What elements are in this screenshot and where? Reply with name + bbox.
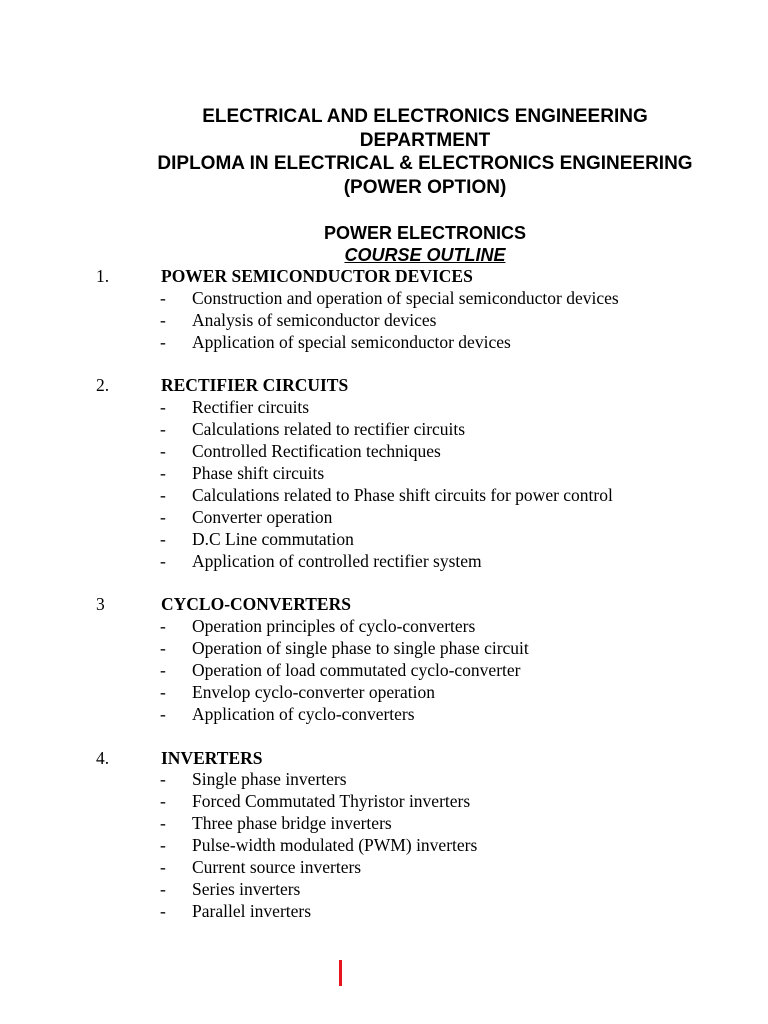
- bullet-dash: -: [160, 550, 166, 571]
- section-number: 4.: [96, 747, 110, 768]
- list-item-text: Operation principles of cyclo-converters: [192, 616, 476, 637]
- list-item-text: Calculations related to Phase shift circuits for power control: [192, 484, 613, 505]
- bullet-dash: -: [160, 660, 166, 681]
- course-heading: [0, 222, 768, 266]
- list-item-text: Single phase inverters: [192, 769, 347, 790]
- bullet-dash: -: [160, 835, 166, 856]
- list-item: [96, 638, 756, 660]
- list-item: [96, 529, 756, 551]
- list-item: [96, 857, 756, 879]
- bullet-dash: -: [160, 878, 166, 899]
- document-header: [0, 105, 768, 199]
- bullet-dash: -: [160, 463, 166, 484]
- list-item-text: Current source inverters: [192, 857, 362, 878]
- bullet-dash: -: [160, 769, 166, 790]
- bullet-dash: -: [160, 309, 166, 330]
- list-item-text: Series inverters: [192, 878, 301, 899]
- list-item: [96, 813, 756, 835]
- list-item: [96, 835, 756, 857]
- bullet-dash: -: [160, 791, 166, 812]
- list-item: [96, 507, 756, 529]
- list-item-text: Forced Commutated Thyristor inverters: [192, 791, 471, 812]
- list-item-text: Envelop cyclo-converter operation: [192, 681, 435, 702]
- list-item: [96, 419, 756, 441]
- list-item-text: Analysis of semiconductor devices: [192, 309, 437, 330]
- bullet-dash: -: [160, 813, 166, 834]
- list-item: [96, 704, 756, 726]
- bullet-dash: -: [160, 419, 166, 440]
- outline-section: [96, 266, 756, 354]
- course-title: POWER ELECTRONICS: [323, 223, 526, 243]
- list-item-text: D.C Line commutation: [192, 528, 354, 549]
- list-item-text: Rectifier circuits: [192, 397, 310, 418]
- bullet-dash: -: [160, 331, 166, 352]
- outline-section: [96, 594, 756, 725]
- section-heading: [96, 375, 756, 397]
- list-item-text: Application of controlled rectifier system: [192, 550, 482, 571]
- bullet-dash: -: [160, 506, 166, 527]
- list-item: [96, 310, 756, 332]
- list-item: [96, 616, 756, 638]
- section-number: 3: [96, 594, 105, 615]
- section-heading: [96, 266, 756, 288]
- list-item: [96, 791, 756, 813]
- department-title-line-1: ELECTRICAL AND ELECTRONICS ENGINEERING: [202, 106, 648, 127]
- bullet-dash: -: [160, 397, 166, 418]
- diploma-title: DIPLOMA IN ELECTRICAL & ELECTRONICS ENGINEERING: [157, 153, 693, 174]
- list-item: [96, 660, 756, 682]
- list-item: [96, 288, 756, 310]
- option-label: (POWER OPTION): [343, 176, 507, 198]
- bullet-dash: -: [160, 441, 166, 462]
- list-item-text: Application of cyclo-converters: [192, 703, 415, 724]
- list-item-text: Converter operation: [192, 506, 333, 527]
- list-item-text: Calculations related to rectifier circuits: [192, 419, 466, 440]
- section-number: 1.: [96, 266, 110, 286]
- outline-section: [96, 375, 756, 572]
- bullet-dash: -: [160, 900, 166, 921]
- text-cursor: [339, 960, 342, 986]
- list-item: [96, 769, 756, 791]
- list-item: [96, 441, 756, 463]
- section-heading: [96, 594, 756, 616]
- bullet-dash: -: [160, 857, 166, 878]
- bullet-dash: -: [160, 484, 166, 505]
- bullet-dash: -: [160, 703, 166, 724]
- section-title: POWER SEMICONDUCTOR DEVICES: [161, 266, 473, 286]
- bullet-dash: -: [160, 681, 166, 702]
- bullet-dash: -: [160, 638, 166, 659]
- list-item: [96, 901, 756, 923]
- list-item-text: Parallel inverters: [192, 900, 312, 921]
- course-outline-label: COURSE OUTLINE: [344, 245, 506, 265]
- course-outline: [96, 266, 756, 945]
- list-item: [96, 485, 756, 507]
- bullet-dash: -: [160, 287, 166, 308]
- list-item: [96, 463, 756, 485]
- list-item: [96, 397, 756, 419]
- section-number: 2.: [96, 375, 110, 396]
- bullet-dash: -: [160, 616, 166, 637]
- section-title: CYCLO-CONVERTERS: [161, 594, 351, 615]
- list-item: [96, 682, 756, 704]
- list-item-text: Operation of single phase to single phase circuit: [192, 638, 529, 659]
- outline-section: [96, 748, 756, 923]
- list-item-text: Operation of load commutated cyclo-converter: [192, 660, 521, 681]
- list-item-text: Three phase bridge inverters: [192, 813, 392, 834]
- list-item: [96, 551, 756, 573]
- section-heading: [96, 748, 756, 770]
- department-title-line-2: DEPARTMENT: [359, 129, 491, 151]
- list-item-text: Application of special semiconductor devices: [192, 331, 511, 352]
- list-item-text: Pulse-width modulated (PWM) inverters: [192, 835, 478, 856]
- list-item: [96, 332, 756, 354]
- list-item-text: Controlled Rectification techniques: [192, 441, 441, 462]
- list-item-text: Construction and operation of special semiconductor devices: [192, 287, 619, 308]
- section-title: INVERTERS: [161, 747, 263, 768]
- list-item: [96, 879, 756, 901]
- section-title: RECTIFIER CIRCUITS: [161, 375, 349, 396]
- list-item-text: Phase shift circuits: [192, 463, 325, 484]
- bullet-dash: -: [160, 528, 166, 549]
